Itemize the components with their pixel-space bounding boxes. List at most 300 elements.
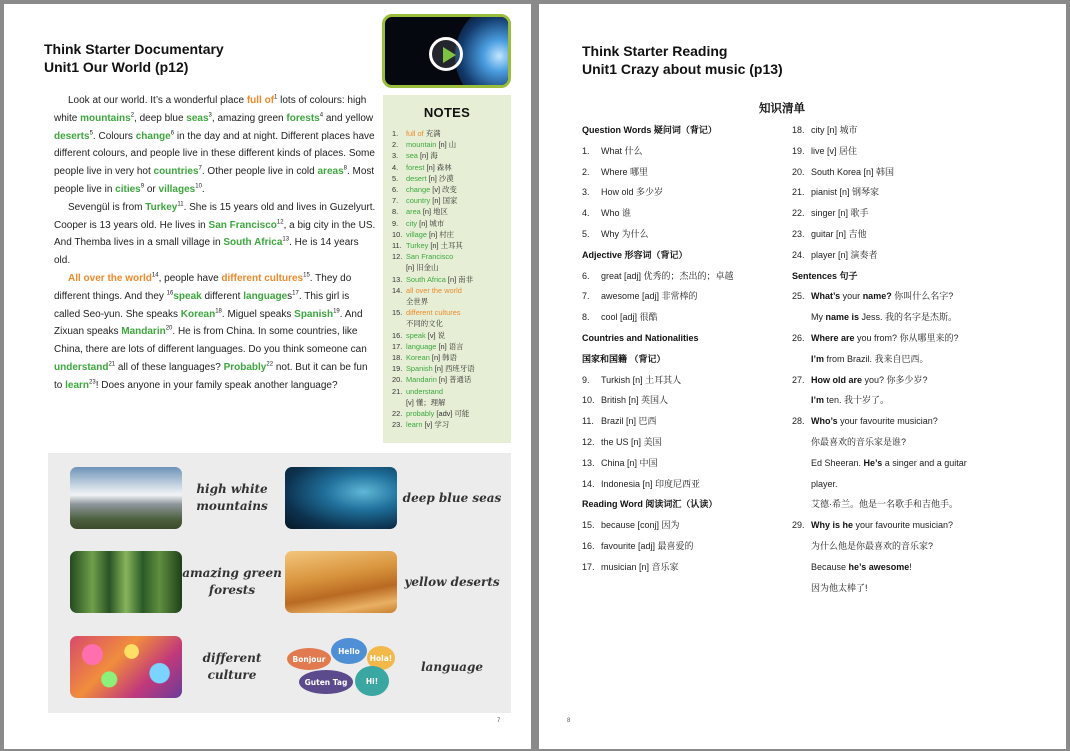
note-word: country (406, 196, 431, 206)
documentary-title (44, 40, 224, 76)
item-number: 19. (792, 145, 805, 156)
note-item (392, 195, 511, 206)
vocabulary-image-grid (48, 453, 511, 713)
vocab-word: deserts (54, 130, 90, 142)
vocab-item: My name is Jess. 我的名字是杰斯。 (811, 312, 958, 323)
vocab-column-left (582, 120, 792, 578)
note-word: area (406, 207, 421, 217)
note-word: full of (406, 129, 424, 138)
vocab-item: 24. player [n] 演奏者 (792, 245, 1022, 266)
vocab-word: Mandarin (121, 326, 166, 338)
note-item (392, 341, 511, 352)
vocab-word: language (243, 290, 288, 302)
vocab-item: 17. musician [n] 音乐家 (582, 557, 792, 578)
vocab-item: 因为他太棒了! (811, 582, 868, 593)
note-word: language (406, 341, 437, 351)
bubble-guten-tag: Guten Tag (299, 670, 353, 694)
note-word: Turkey (406, 241, 429, 251)
footnote-ref: 21 (108, 361, 116, 368)
note-item (392, 363, 511, 374)
footnote-ref: 16 (166, 290, 174, 297)
bold-phrase: name? (862, 291, 892, 302)
note-meaning: [n] 普通话 (436, 375, 472, 385)
vocab-item: 11. Brazil [n] 巴西 (582, 411, 792, 432)
footnote-ref: 19 (333, 308, 340, 315)
item-number: 16. (582, 540, 595, 551)
vocab-word: change (135, 130, 171, 142)
vocab-item: 6. great [adj] 优秀的；杰出的；卓越 (582, 266, 792, 287)
item-number: 22. (792, 208, 805, 219)
cell-culture (70, 636, 282, 698)
note-number: 8. (392, 207, 399, 217)
footnote-ref: 17 (292, 290, 299, 297)
note-word: sea (406, 151, 418, 161)
note-number: 13. (392, 274, 403, 284)
note-item (392, 128, 511, 139)
section-heading: Adjective 形容词（背记） (582, 249, 688, 260)
note-item (392, 262, 511, 273)
note-text (406, 386, 443, 397)
note-item (392, 173, 511, 184)
item-number: 8. (582, 312, 590, 323)
note-number (392, 262, 406, 273)
note-meaning: [v] 改变 (430, 185, 457, 195)
footnote-ref: 14 (151, 272, 159, 279)
item-number: 25. (792, 291, 805, 302)
note-text (406, 352, 457, 363)
vocab-word: forests (286, 112, 320, 124)
title-line-1: Think Starter Documentary (44, 41, 224, 57)
item-number: 29. (792, 520, 805, 531)
item-number: 7. (582, 291, 590, 302)
item-number: 18. (792, 125, 805, 135)
note-text (406, 262, 438, 273)
note-number: 18. (392, 353, 403, 363)
note-number: 22. (392, 409, 403, 419)
note-text (406, 285, 462, 296)
vocab-word: San Francisco (208, 219, 277, 231)
note-number: 23. (392, 420, 403, 430)
item-number: 9. (582, 374, 590, 385)
note-item (392, 139, 511, 150)
note-text (406, 419, 449, 430)
vocab-item: 28. Who’s your favourite musician? (792, 411, 1022, 432)
note-meaning: [n] 森林 (424, 162, 452, 172)
paragraph-1: Look at our world. It’s a wonderful place full $of^1$ lots of colours: high white mountains$^2$, deep blue seas$^3$, amazing green forests$^4$ and yellow deserts$^5$. Colours change$^6$ in the day and at night. Different places have different colours, and people live in these different kinds of places. Some people live in very hot countries$^7$. Other people live in cold areas$^8$. Most people live in cities$^9$ or villages$^{10}$. (54, 94, 375, 195)
vocab-item: 4. Who 谁 (582, 203, 792, 224)
vocab-item: 22. singer [n] 歌手 (792, 203, 1022, 224)
item-number: 17. (582, 561, 595, 572)
vocab-word: cities (115, 183, 141, 195)
vocab-item: I’m from Brazil. 我来自巴西。 (811, 353, 929, 364)
vocab-item: 26. Where are you from? 你从哪里来的? (792, 328, 1022, 349)
vocab-word: South Africa (223, 237, 283, 249)
left-page (4, 4, 531, 749)
paragraph-2: Sevengül is from Turkey$^{11}$. She is 15 years old and lives in Guzelyurt. Cooper is 13 years old. He lives in San Francisco$^{12}$, a big city in the US. And Themba lives in a small village in South Africa$^{13}$. He is 14 years old. (54, 201, 376, 267)
reading-title (582, 42, 783, 78)
footnote-ref: 1 (274, 94, 278, 101)
item-number: 26. (792, 332, 805, 343)
note-item (392, 307, 511, 318)
bold-phrase: What’s (811, 291, 841, 302)
vocab-word: Turkey (145, 201, 178, 213)
caption-seas: deep blue seas (402, 490, 502, 505)
note-meaning: [v] 学习 (422, 420, 450, 430)
footnote-ref: 12 (276, 219, 284, 226)
section-heading: Sentences 句子 (792, 270, 858, 281)
bold-phrase: name is (825, 312, 860, 323)
note-word: forest (406, 162, 425, 172)
vocab-word: seas (186, 112, 209, 124)
note-meaning: [v] 说 (425, 330, 446, 340)
notes-title: NOTES (423, 105, 471, 120)
note-number: 6. (392, 185, 399, 195)
right-page (539, 4, 1066, 749)
vocab-item: 18. city [n] 城市 (792, 120, 1022, 141)
note-item (392, 386, 511, 397)
vocab-item: 25. What’s your name? 你叫什么名字? (792, 286, 1022, 307)
note-word: different cultures (406, 308, 461, 318)
vocab-word: mountains (80, 112, 131, 124)
vocab-column-right (792, 120, 1022, 598)
section-heading: Question Words 疑问词（背记） (582, 125, 717, 135)
vocab-item: 16. favourite [adj] 最喜爱的 (582, 536, 792, 557)
note-text (406, 307, 461, 318)
desert-image (285, 551, 397, 613)
item-number: 23. (792, 228, 805, 239)
bubble-hi: Hi! (355, 666, 389, 696)
note-item (392, 408, 511, 419)
cell-language (285, 636, 507, 698)
note-word: desert (406, 173, 427, 183)
note-item (392, 184, 511, 195)
note-number: 19. (392, 364, 403, 374)
forest-image (70, 551, 182, 613)
footnote-ref: 23 (89, 379, 96, 386)
note-number: 14. (392, 285, 403, 295)
note-text (406, 206, 448, 217)
vocab-item: 12. the US [n] 美国 (582, 432, 792, 453)
item-number: 20. (792, 166, 805, 177)
note-number: 5. (392, 173, 399, 183)
note-item (392, 296, 511, 307)
vocab-item: 7. awesome [adj] 非常棒的 (582, 286, 792, 307)
play-icon[interactable] (429, 37, 463, 71)
note-number: 9. (392, 218, 399, 228)
note-number: 16. (392, 330, 403, 340)
bubble-hello: Hello (331, 638, 367, 664)
note-number (392, 397, 406, 408)
vocab-item: 5. Why 为什么 (582, 224, 792, 245)
note-item (392, 318, 511, 329)
note-word: San Francisco (406, 252, 454, 262)
item-number: 4. (582, 208, 590, 219)
note-text (406, 150, 438, 161)
note-number: 7. (392, 196, 399, 206)
notes-panel (383, 95, 511, 443)
vocab-word: All over the world (68, 272, 152, 284)
item-number: 14. (582, 478, 595, 489)
footnote-ref: 4 (319, 112, 324, 119)
reading-passage (54, 92, 376, 395)
bubble-bonjour: Bonjour (287, 648, 331, 670)
caption-forests: amazing green forests (182, 566, 282, 597)
section-heading: Reading Word 阅读词汇（认读） (582, 499, 718, 510)
note-meaning: [adv] 可能 (434, 409, 470, 419)
notes-list (392, 128, 511, 430)
vocab-item: Ed Sheeran. He’s a singer and a guitar (811, 457, 967, 468)
bold-phrase: he’s awesome (848, 561, 910, 572)
note-word: Korean (406, 353, 430, 363)
page-number-left: 7 (497, 718, 501, 724)
bold-phrase: Where are (811, 332, 855, 343)
note-text (406, 408, 469, 419)
note-meaning: [n] 海 (417, 151, 438, 161)
note-text (406, 318, 443, 329)
note-text (406, 173, 454, 184)
vocab-item: 15. because [conj] 因为 (582, 515, 792, 536)
item-number: 5. (582, 228, 590, 239)
note-meaning: [n] 西班牙语 (432, 364, 475, 374)
footnote-ref: 15 (303, 272, 310, 279)
vocab-word: understand (54, 361, 109, 373)
item-number: 2. (582, 166, 590, 177)
note-item (392, 374, 511, 385)
page-number-right: 8 (567, 718, 571, 724)
vocab-item: 9. Turkish [n] 土耳其人 (582, 370, 792, 391)
vocab-word: areas (317, 166, 344, 178)
vocab-item: 2. Where 哪里 (582, 162, 792, 183)
vocab-item: 19. live [v] 居住 (792, 141, 1022, 162)
vocab-word: Korean (180, 308, 216, 320)
note-text (406, 397, 445, 408)
note-word: city (406, 218, 418, 228)
item-number: 3. (582, 187, 590, 198)
vocab-item: 23. guitar [n] 吉他 (792, 224, 1022, 245)
note-number (392, 296, 406, 307)
note-number: 3. (392, 151, 399, 161)
note-meaning: [n] 沙漠 (426, 173, 454, 183)
note-word: understand (406, 386, 443, 396)
note-word: probably (406, 409, 435, 419)
vocab-word: speak (173, 290, 202, 302)
sea-image (285, 467, 397, 529)
note-word: all over the world (406, 285, 462, 295)
section-heading: Countries and Nationalities (582, 332, 699, 343)
note-meaning: 全世界 (406, 297, 429, 307)
note-item (392, 397, 511, 408)
note-meaning: [v] 懂；理解 (406, 397, 446, 407)
note-meaning: [n] 土耳其 (428, 241, 463, 251)
note-text (406, 363, 475, 374)
note-text (406, 251, 453, 262)
note-text (406, 229, 454, 240)
note-number: 10. (392, 229, 403, 239)
note-meaning: [n] 地区 (420, 207, 448, 217)
bold-phrase: I’m (811, 395, 825, 406)
vocab-item: 29. Why is he your favourite musician? (792, 515, 1022, 536)
note-number: 17. (392, 341, 403, 351)
item-number: 21. (792, 187, 805, 198)
vocab-word: different cultures (221, 272, 304, 284)
item-number: 13. (582, 457, 595, 468)
note-item (392, 330, 511, 341)
bubble-hola: Hola! (367, 646, 395, 670)
note-text (406, 296, 428, 307)
note-number: 12. (392, 252, 403, 262)
footnote-ref: 3 (208, 112, 212, 119)
bold-phrase: How old are (811, 374, 863, 385)
note-meaning: [n] 南非 (445, 274, 473, 284)
note-meaning: [n] 国家 (430, 196, 458, 206)
vocab-item: 20. South Korea [n] 韩国 (792, 162, 1022, 183)
vocab-item: Because he’s awesome! (811, 561, 912, 572)
bold-phrase: I’m (811, 353, 825, 364)
note-word: learn (406, 420, 423, 430)
knowledge-list-heading: 知识清单 (759, 103, 805, 115)
item-number: 15. (582, 520, 595, 531)
footnote-ref: 7 (198, 165, 202, 172)
note-item (392, 251, 511, 262)
title-line-2: Unit1 Crazy about music (p13) (582, 61, 783, 77)
footnote-ref: 13 (282, 237, 290, 244)
vocab-item: 13. China [n] 中国 (582, 453, 792, 474)
paragraph-3: All over the world$^{14}$, people have different cultures$^{15}$. They do different things. And they $^{16}$speak different languages$^{17}$. This girl is called Seo-yun. She speaks Korean$^{18}$. Miguel speaks Spanish$^{19}$. And Zixuan speaks Mandarin$^{20}$. He is from China. In some countries, like China, there are lots of different languages. Do you think someone can understand$^{21}$ all of these languages? Probably$^{22}$ not. But it can be fun to learn$^{23}$! Does anyone in your family speak another language? (54, 272, 368, 391)
vocab-word: villages (158, 183, 196, 195)
caption-deserts: yellow deserts (404, 574, 500, 589)
note-meaning: [n] 山 (436, 140, 457, 150)
section-heading: 国家和国籍 （背记） (582, 353, 666, 364)
caption-language: language (421, 659, 483, 674)
bold-phrase: Why is he (811, 520, 854, 531)
mountains-image (70, 467, 182, 529)
note-text (406, 139, 456, 150)
note-item (392, 206, 511, 217)
note-number (392, 318, 406, 329)
note-number: 11. (392, 241, 402, 251)
vocab-word: Spanish (294, 308, 334, 320)
vocab-word: countries (153, 166, 199, 178)
vocab-word: Probably (223, 361, 267, 373)
footnote-ref: 6 (170, 130, 175, 137)
video-thumbnail[interactable] (382, 14, 511, 88)
note-text (406, 184, 457, 195)
note-number: 1. (392, 129, 399, 138)
note-meaning: [n] 村庄 (426, 229, 455, 239)
note-item (392, 419, 511, 430)
note-word: village (406, 229, 427, 239)
footnote-ref: 22 (266, 361, 274, 368)
note-meaning: 不同的文化 (406, 319, 443, 329)
footnote-ref: 8 (343, 165, 347, 172)
note-text (406, 128, 441, 139)
note-item (392, 150, 511, 161)
note-item (392, 229, 511, 240)
vocab-item: 21. pianist [n] 钢琴家 (792, 182, 1022, 203)
crowd-image (70, 636, 182, 698)
note-word: Mandarin (406, 375, 437, 385)
item-number: 1. (582, 145, 590, 156)
bold-phrase: He’s (863, 457, 883, 468)
item-number: 10. (582, 395, 595, 406)
item-number: 11. (582, 416, 594, 427)
note-text (406, 341, 464, 352)
vocab-word: full of (246, 95, 275, 106)
note-meaning: [n] 韩语 (429, 353, 457, 363)
vocab-item: 27. How old are you? 你多少岁? (792, 370, 1022, 391)
footnote-ref: 5 (89, 130, 93, 137)
cell-forests (70, 551, 282, 613)
note-word: mountain (406, 140, 437, 150)
note-meaning: [n] 城市 (417, 218, 445, 228)
note-word: South Africa (406, 274, 446, 284)
note-text (406, 240, 463, 251)
item-number: 12. (582, 436, 595, 447)
cell-seas (285, 467, 507, 529)
note-number: 2. (392, 140, 399, 150)
speech-bubbles-image (285, 636, 397, 698)
cell-mountains (70, 467, 282, 529)
bold-phrase: Who’s (811, 416, 838, 427)
item-number: 6. (582, 270, 590, 281)
title-line-1: Think Starter Reading (582, 43, 728, 59)
note-number: 15. (392, 308, 403, 318)
item-number: 24. (792, 249, 805, 260)
vocab-item: 3. How old 多少岁 (582, 182, 792, 203)
vocab-item: 1. What 什么 (582, 141, 792, 162)
caption-culture: different culture (202, 651, 262, 682)
vocab-item: 你最喜欢的音乐家是谁? (811, 436, 907, 447)
item-number: 28. (792, 416, 805, 427)
note-number: 20. (392, 375, 403, 385)
caption-mountains: high white mountains (196, 482, 268, 513)
note-item (392, 218, 511, 229)
earth-glow (455, 14, 511, 88)
note-word: change (406, 185, 431, 195)
item-number: 27. (792, 374, 805, 385)
note-text (406, 330, 445, 341)
note-item (392, 352, 511, 363)
note-item (392, 162, 511, 173)
note-item (392, 274, 511, 285)
note-meaning: [n] 旧金山 (406, 263, 439, 273)
vocab-word: learn (65, 379, 90, 391)
note-word: speak (406, 330, 426, 340)
vocab-item: 8. cool [adj] 很酷 (582, 307, 792, 328)
vocab-item: 艾德·希兰。他是一名歌手和吉他手。 (811, 499, 958, 510)
note-text (406, 195, 457, 206)
vocab-item: I’m ten. 我十岁了。 (811, 395, 890, 406)
note-text (406, 162, 452, 173)
footnote-ref: 20 (165, 326, 173, 333)
note-text (406, 274, 473, 285)
title-line-2: Unit1 Our World (p12) (44, 59, 189, 75)
vocab-item: 10. British [n] 英国人 (582, 390, 792, 411)
vocab-item: player. (811, 478, 838, 489)
note-text (406, 374, 471, 385)
note-item (392, 240, 511, 251)
footnote-ref: 10 (195, 183, 202, 190)
footnote-ref: 9 (140, 183, 145, 190)
note-number: 21. (392, 386, 403, 396)
vocab-item: 14. Indonesia [n] 印度尼西亚 (582, 474, 792, 495)
note-number: 4. (392, 162, 399, 172)
note-meaning: [n] 语言 (436, 341, 464, 351)
note-word: Spanish (406, 364, 433, 374)
footnote-ref: 2 (130, 112, 135, 119)
cell-deserts (285, 551, 507, 613)
footnote-ref: 18 (215, 308, 222, 315)
